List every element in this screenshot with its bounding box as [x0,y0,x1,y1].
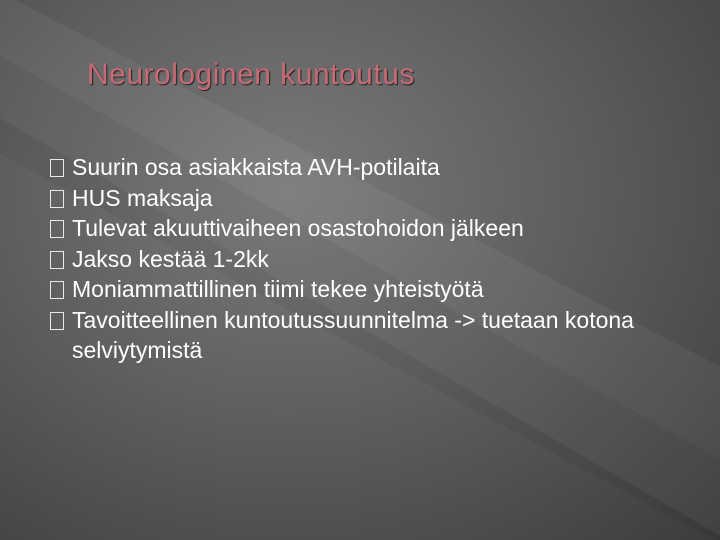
square-bullet-icon [50,281,64,299]
bullet-text: Suurin osa asiakkaista AVH-potilaita [72,154,440,180]
bullet-item [50,305,690,366]
bullet-text: Jakso kestää 1-2kk [72,245,269,272]
bullet-item [50,274,690,305]
bullet-text: Tavoitteellinen kuntoutussuunnitelma -> tuetaan kotona selviytymistä [72,306,634,363]
bullet-text: HUS maksaja [72,184,213,211]
bullet-text: Moniammattillinen tiimi tekee yhteistyötä [72,276,484,302]
square-bullet-icon [50,220,64,238]
slide-title: Neurologinen kuntoutus [87,58,415,91]
square-bullet-icon [50,251,64,269]
bullet-item [50,183,690,214]
bullet-item [50,244,690,275]
square-bullet-icon [50,312,64,330]
square-bullet-icon [50,159,64,177]
square-bullet-icon [50,190,64,208]
bullet-item [50,213,690,244]
bullet-list [50,152,690,366]
bullet-text: Tulevat akuuttivaiheen osastohoidon jälkeen [72,215,524,241]
bullet-item [50,152,690,183]
